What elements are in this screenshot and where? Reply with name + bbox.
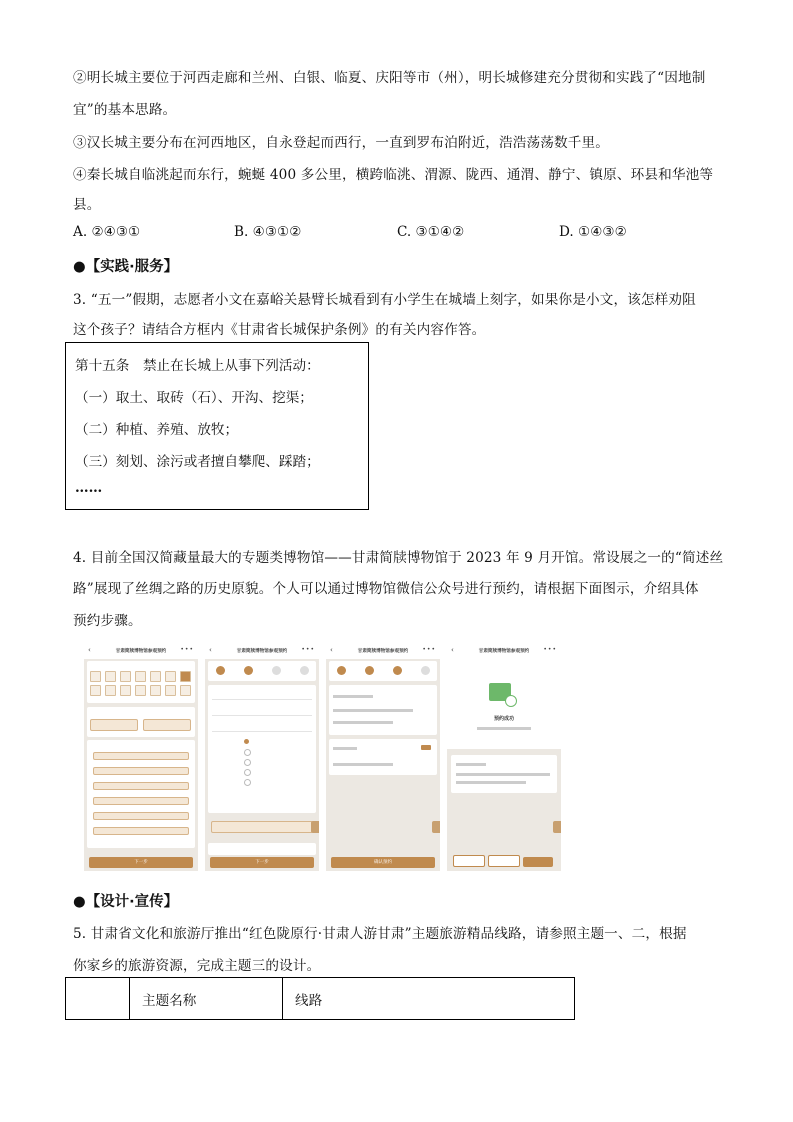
q2-option-3: ③汉长城主要分布在河西地区，自永登起而西行，一直到罗布泊附近，浩浩荡荡数千里。 xyxy=(73,135,610,151)
phone-2-title: 甘肃简牍博物馆参观预约 xyxy=(236,649,288,654)
visitor-summary xyxy=(329,739,437,775)
regulation-article: 第十五条 禁止在长城上从事下列活动： xyxy=(75,358,320,374)
success-panel xyxy=(447,659,561,749)
section-heading-practice: ●【实践·服务】 xyxy=(73,259,179,275)
exhibition-list xyxy=(87,740,195,848)
choice-d: D. ①④③② xyxy=(559,224,627,240)
q4-line2: 路”展现了丝绸之路的历史原貌。个人可以通过博物馆微信公众号进行预约，请根据下面图示，介绍具体 xyxy=(73,581,699,597)
q3-line1: 3. “五一”假期，志愿者小文在嘉峪关悬臂长城看到有小学生在城墙上刻字，如果你是小文，该怎样劝阻 xyxy=(73,292,696,308)
theme-route-table xyxy=(65,977,575,1020)
phone-2-next-button[interactable]: 下一步 xyxy=(210,857,314,868)
date-calendar xyxy=(87,661,195,703)
q5-line2: 你家乡的旅游资源，完成主题三的设计。 xyxy=(73,958,321,974)
table-header-blank xyxy=(66,978,130,1020)
phone-1-next-button[interactable]: 下一步 xyxy=(89,857,193,868)
continue-booking-button[interactable] xyxy=(488,855,520,867)
q4-line3: 预约步骤。 xyxy=(73,613,142,629)
regulation-ellipsis: …… xyxy=(75,480,103,496)
booking-screenshot-1: ‹ 甘肃简牍博物馆参观预约 ••• 下一步 xyxy=(84,643,198,871)
booking-screenshot-3: ‹ 甘肃简牍博物馆参观预约 ••• 确认预约 xyxy=(326,643,440,871)
regulation-item-1: （一）取土、取砖（石）、开沟、挖渠； xyxy=(75,390,313,406)
q2-option-2-line1: ②明长城主要位于河西走廊和兰州、白银、临夏、庆阳等市（州），明长城修建充分贯彻和实践了“因地制 xyxy=(73,70,706,86)
table-header-route: 线路 xyxy=(283,978,575,1020)
progress-steps-3 xyxy=(329,661,437,681)
phone-field xyxy=(208,843,316,855)
notice-card xyxy=(451,755,557,793)
q4-line1: 4. 目前全国汉简藏量最大的专题类博物馆——甘肃简牍博物馆于 2023 年 9 月开馆。常设展之一的“简述丝 xyxy=(73,550,724,566)
progress-steps xyxy=(208,661,316,681)
back-home-button[interactable] xyxy=(523,857,553,867)
table-header-theme-name: 主题名称 xyxy=(130,978,283,1020)
regulation-item-3: （三）刻划、涂污或者擅自攀爬、踩踏； xyxy=(75,454,320,470)
q3-line2: 这个孩子？请结合方框内《甘肃省长城保护条例》的有关内容作答。 xyxy=(73,322,486,338)
booking-summary xyxy=(329,685,437,735)
success-text: 预约成功 xyxy=(493,716,514,722)
phone-3-confirm-button[interactable]: 确认预约 xyxy=(331,857,435,868)
regulation-box xyxy=(65,342,369,510)
time-slots xyxy=(87,707,195,737)
q2-option-4-line2: 县。 xyxy=(73,197,101,213)
regulation-item-2: （二）种植、养殖、放牧； xyxy=(75,422,239,438)
booking-screenshot-4: ‹ 甘肃简牍博物馆参观预约 ••• 预约成功 xyxy=(447,643,561,871)
choice-c: C. ③①④② xyxy=(397,224,465,240)
choice-a: A. ②④③① xyxy=(73,224,141,240)
table-row xyxy=(66,978,575,1020)
q2-option-4-line1: ④秦长城自临洮起而东行，蜿蜒 400 多公里，横跨临洮、渭源、陇西、通渭、静宁、镇原、环县和华池等 xyxy=(73,167,714,183)
add-visitor-bar[interactable] xyxy=(211,821,313,833)
q5-line1: 5. 甘肃省文化和旅游厅推出“红色陇原行·甘肃人游甘肃”主题旅游精品线路，请参照主题一、二，根据 xyxy=(73,926,687,942)
visitor-form xyxy=(208,685,316,813)
booking-screenshot-2: ‹ 甘肃简牍博物馆参观预约 ••• 下一步 xyxy=(205,643,319,871)
view-booking-button[interactable] xyxy=(453,855,485,867)
choice-b: B. ④③①② xyxy=(234,224,302,240)
q2-option-2-line2: 宜”的基本思路。 xyxy=(73,102,177,118)
phone-3-title: 甘肃简牍博物馆参观预约 xyxy=(357,649,409,654)
phone-4-title: 甘肃简牍博物馆参观预约 xyxy=(478,649,530,654)
phone-1-title: 甘肃简牍博物馆参观预约 xyxy=(115,649,167,654)
section-heading-design: ●【设计·宣传】 xyxy=(73,894,179,910)
